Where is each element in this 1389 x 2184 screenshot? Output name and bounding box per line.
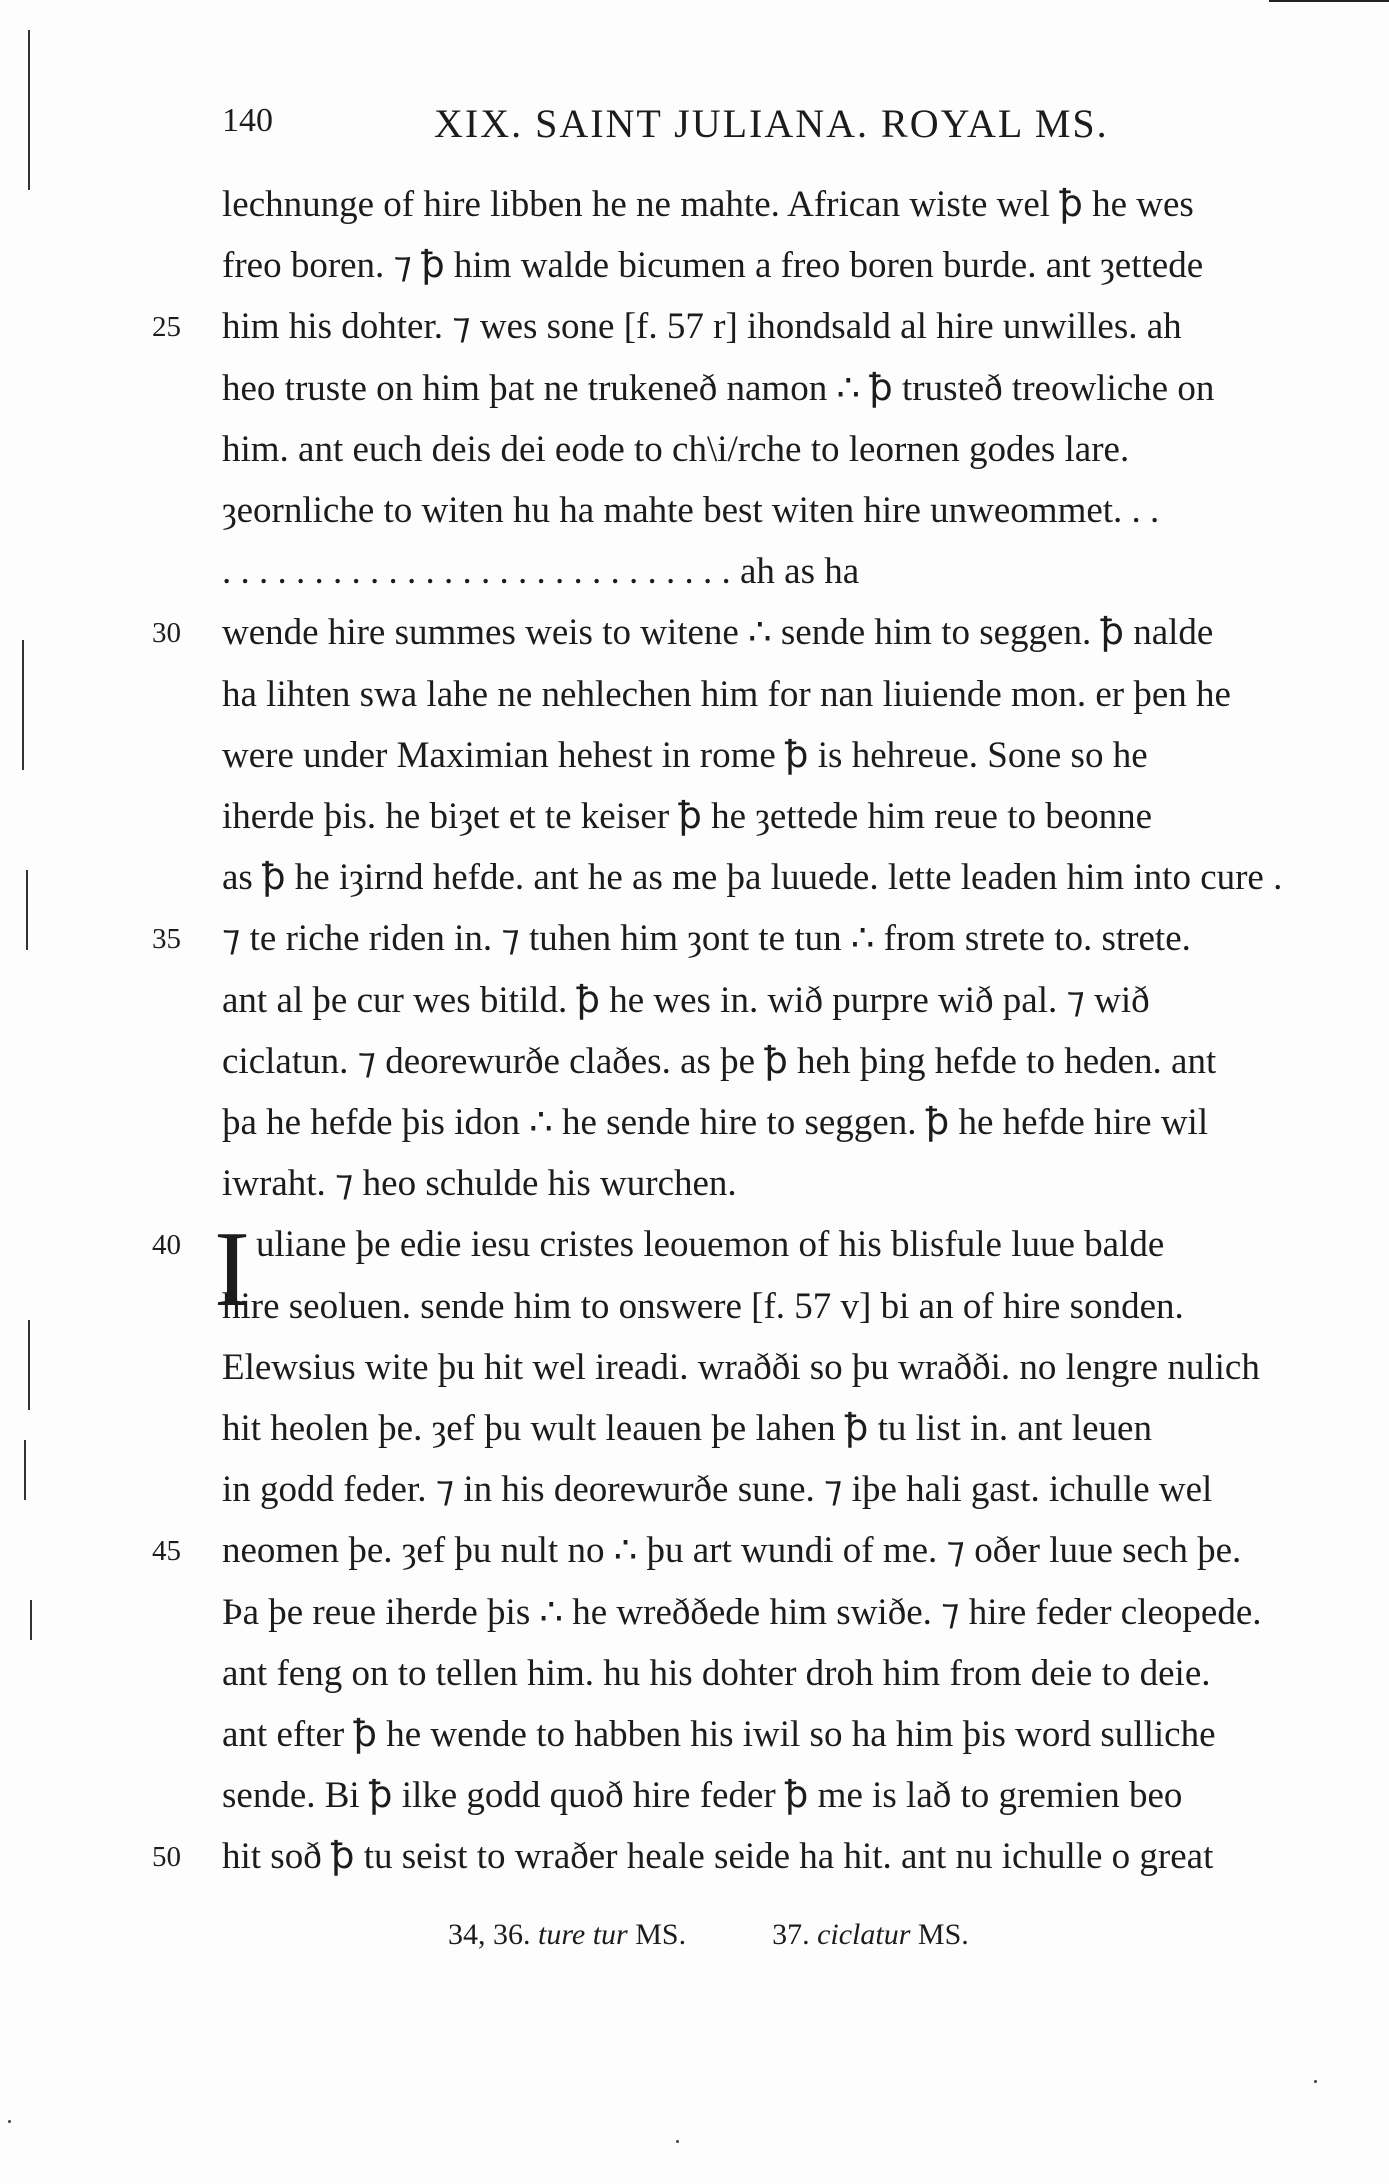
text-line [222,729,1372,783]
line-text: ant efter ꝥ he wende to habben his iwil so ha him þis word sulliche [222,1714,1216,1755]
margin-rule [24,1440,26,1500]
margin-rule [30,1600,32,1640]
text-line [152,1524,1372,1578]
text-line [222,1586,1372,1640]
margin-rule [26,870,28,950]
text-line [222,1341,1372,1395]
line-number: 30 [152,617,181,650]
text-line [222,1769,1372,1823]
line-text: as ꝥ he iȝirnd hefde. ant he as me þa luuede. lette leaden him into cure . [222,857,1283,899]
line-text: ciclatun. ⁊ deorewurðe claðes. as þe ꝥ heh þing hefde to heden. ant [222,1040,1217,1082]
line-text: ⁊ te riche riden in. ⁊ tuhen him ȝont te tun ∴ from strete to. strete. [222,918,1191,960]
line-number: 40 [152,1229,181,1262]
text-line [222,1463,1372,1517]
line-text: . . . . . . . . . . . . . . . . . . . . . . . . . . . . ah as ha [222,551,860,593]
line-text: ȝeornliche to witen hu ha mahte best witen hire unweommet. . . [222,490,1160,531]
line-text: were under Maximian hehest in rome ꝥ is hehreue. Sone so he [222,734,1148,776]
text-line [222,1708,1372,1762]
speck [676,2140,679,2143]
line-text: hit soð ꝥ tu seist to wraðer heale seide ha hit. ant nu ichulle o great [222,1836,1214,1878]
text-line [222,851,1372,905]
footnote [772,1918,969,1952]
line-text: him his dohter. ⁊ wes sone [f. 57 r] ihondsald al hire unwilles. ah [222,306,1182,348]
footnotes [448,1918,1055,1952]
speck [1314,2080,1317,2083]
line-text: iwraht. ⁊ heo schulde his wurchen. [222,1163,737,1205]
line-number: 50 [152,1841,181,1874]
text-line [222,545,1372,599]
line-number: 25 [152,311,181,344]
text-line [222,1280,1372,1334]
text-line [222,1647,1372,1701]
margin-rule [22,640,24,770]
text-line [222,1096,1372,1150]
text-line [222,484,1372,538]
page-number: 140 [222,102,273,139]
drop-capital: I [214,1210,250,1330]
text-line [222,1035,1372,1089]
line-text: wende hire summes weis to witene ∴ sende him to seggen. ꝥ nalde [222,612,1214,654]
margin-rule [28,30,30,190]
line-number: 35 [152,923,181,956]
footnote-ref: 34, 36. [448,1918,531,1951]
line-text: ha lihten swa lahe ne nehlechen him for nan liuiende mon. er þen he [222,673,1231,715]
line-text: hire seoluen. sende him to onswere [f. 57 v] bi an of hire sonden. [222,1285,1184,1327]
line-text: him. ant euch deis dei eode to ch\i/rche to leornen godes lare. [222,428,1130,470]
line-text: heo truste on him þat ne trukeneð namon ∴ ꝥ trusteð treowliche on [222,367,1215,409]
margin-rule [28,1320,30,1410]
speck [8,2120,11,2123]
line-text: Þa þe reue iherde þis ∴ he wreððede him swiðe. ⁊ hire feder cleopede. [222,1591,1262,1633]
text-line [222,1157,1372,1211]
footnote [448,1918,686,1952]
line-text: hit heolen þe. ȝef þu wult leauen þe lahen ꝥ tu list in. ant leuen [222,1408,1152,1449]
text-line [222,239,1372,293]
running-head: XIX. SAINT JULIANA. ROYAL MS. [434,101,1109,146]
line-text: iherde þis. he biȝet et te keiser ꝥ he ȝettede him reue to beonne [222,796,1153,837]
line-text: uliane þe edie iesu cristes leouemon of his blisfule luue balde [256,1224,1165,1266]
text-line [152,912,1372,966]
text-line [222,790,1372,844]
text-line [222,178,1372,232]
footnote-source: MS. [635,1918,687,1951]
line-text: ant feng on to tellen him. hu his dohter droh him from deie to deie. [222,1652,1211,1694]
text-line [222,423,1372,477]
line-number: 45 [152,1535,181,1568]
footnote-reading: ture tur [538,1918,628,1951]
line-text: Elewsius wite þu hit wel ireadi. wraðði so þu wraðði. no lengre nulich [222,1346,1260,1388]
line-text: þa he hefde þis idon ∴ he sende hire to seggen. ꝥ he hefde hire wil [222,1102,1209,1143]
footnote-source: MS. [917,1918,969,1951]
line-text: freo boren. ⁊ ꝥ him walde bicumen a freo boren burde. ant ȝettede [222,245,1204,287]
text-line [222,362,1372,416]
line-text: in godd feder. ⁊ in his deorewurðe sune. ⁊ iþe hali gast. ichulle wel [222,1469,1213,1511]
text-line [152,606,1372,660]
text-line [222,668,1372,722]
line-text: neomen þe. ȝef þu nult no ∴ þu art wundi of me. ⁊ oðer luue sech þe. [222,1530,1242,1572]
text-line [152,1830,1372,1884]
text-line [152,300,1372,354]
footnote-ref: 37. [772,1918,810,1951]
page-header [222,98,1222,158]
text-line [222,1402,1372,1456]
line-text: ant al þe cur wes bitild. ꝥ he wes in. wið purpre wið pal. ⁊ wið [222,979,1150,1021]
top-rule [1269,0,1389,2]
footnote-reading: ciclatur [817,1918,911,1951]
text-line [222,974,1372,1028]
line-text: sende. Bi ꝥ ilke godd quoð hire feder ꝥ me is lað to gremien beo [222,1775,1183,1817]
line-text: lechnunge of hire libben he ne mahte. African wiste wel ꝥ he wes [222,184,1194,225]
